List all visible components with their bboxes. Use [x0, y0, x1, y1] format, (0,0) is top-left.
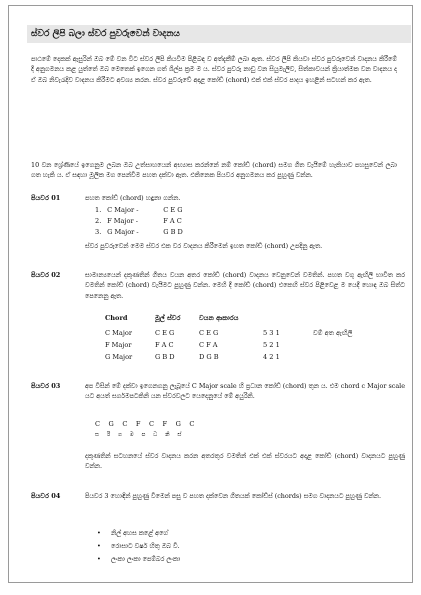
swara-note: ප: [141, 432, 146, 438]
table-header-root: මූල් ස්වර: [155, 314, 181, 322]
table-cell-root: C E G: [155, 329, 175, 337]
swara-note: ස්: [177, 432, 182, 438]
table-header-chord: Chord: [105, 314, 128, 322]
table-cell-fingers: 5 2 1: [263, 341, 280, 349]
step2-label: පියවර 02: [31, 271, 61, 279]
song-title: නිල් අහස කළේ අගේ: [111, 529, 168, 537]
step3-label: පියවර 03: [31, 382, 61, 390]
table-cell-form: C E G: [199, 329, 219, 337]
list-item: [97, 527, 180, 540]
table-cell-fingers: 4 2 1: [263, 353, 280, 361]
swara-note: ග: [117, 432, 122, 438]
swara-note: නි: [165, 432, 170, 438]
intro-paragraph: පාඨමේ දෙකක් ඇසුරින් ඔබ මේ වන විට ස්වර ලිපි කියවීම පිළිබඳ ව අත්දැකීම් ලබා ඇත. ස්වර ලිපි කියවා ස්වර පුවරුවෙන් වාදනය කිරීමේ දී අනුගමනය කළ යුත්තේ ඔබ මෙතෙක් ඉගෙන ගත් ශිල්ප ක්‍රම ම ය. ස්වර පුවරු නාඩු වන සියුමැලිව, සිත්කාවයන් ක්‍රියාත්මක වන වාදනය ද ඒ ඔබ නිවැරැදිව වාදනය කිරීමට අවශ්‍ය කරන. ස්වර පුවරුවේ අදාළ කෝඩ් (chord) එක් එක් ස්වර පාදය ඉහළින් සටහන් කර ඇත.: [31, 55, 397, 84]
chord-number: 1.: [95, 206, 102, 214]
list-item: [97, 540, 180, 553]
chord-notes: F A C: [163, 217, 182, 225]
bullet-icon: •: [97, 555, 101, 563]
song-title: ලංකා ලංකා පෙම්බර ලංකා: [111, 555, 181, 563]
step2-text: සාමාන්‍යයෙන් දකුණතින් ගීතය වයන අතර කෝඩ් (chord) වාදනය වෙනුවෙන් වමතින්. පහත වගු ඇඟිලි භාවිත කර වමතින් කෝඩ් (chord) වැයීමට පුහුණු වන්න. මෙහි දී කෝඩ් (chord) එකෙහි ස්වර පිළිවෙළ ම යෙදී හොඳ ඔබ සිත්ට පෙනෙනු ඇත.: [85, 271, 405, 300]
swara-note: ස: [95, 432, 100, 438]
chord-name: F Major -: [107, 217, 138, 225]
table-cell-chord: C Major: [105, 329, 132, 337]
table-header-form: වයන ආකාරය: [199, 314, 239, 322]
table-cell-form: D G B: [199, 353, 219, 361]
bullet-icon: •: [97, 529, 101, 537]
table-cell-root: F A C: [155, 341, 174, 349]
progression-chord: C: [189, 420, 195, 428]
table-cell-root: G B D: [155, 353, 175, 361]
progression-chord: C: [148, 420, 155, 428]
chord-notes: C E G: [163, 206, 183, 214]
swara-line: [95, 432, 181, 439]
step3-footer: දකුණතින් සටහනයේ ස්වර වාදනය කරන අතරතුර වමතින් එක් එක් ස්වරයට අදාළ කෝඩ් (chord) වාදනයට පුහුණු වන්න.: [85, 452, 405, 471]
table-cell-hand: වම් අත ඇඟිලි: [313, 329, 353, 337]
song-title: රොසාට වර්ෂ හිතු ඔබ වී.: [111, 542, 180, 550]
step4-text: පියවර 3 හොඳින් පුහුණු වීමෙන් පසු ව පහත දක්වෙන ගීතයක් කෝඩ්ස් (chords) සමග වාදනයට පුහුණු වන්න.: [85, 492, 382, 500]
progression-chord: G: [175, 420, 182, 428]
step3-text: අප විසින් මේ දක්වා ඉගෙනගනු ලැබූයේ C Major scale හි ප්‍රධාන කෝඩ් (chord) තුන ය. එම chord c Major scale යට අයත් සර්ගමපටකිනි යන ස්වරවලට යෙදෙනුයේ මේ අයුරිනි.: [85, 382, 405, 401]
step1-label: පියවර 01: [31, 194, 61, 202]
progression-chord: G: [108, 420, 115, 428]
list-item: [97, 553, 180, 566]
page-title: ස්වර ලිපි බලා ස්වර පුවරුවෙන් වාදනය: [27, 25, 411, 43]
step1-note: ස්වර පුවරුවෙන් මෙම ස්වර එක වර වාදනය කිරීමෙන් ඉහත කෝඩ් (chord) උපදිනු ඇත.: [85, 242, 323, 250]
progression-chord: F: [135, 420, 141, 428]
table-cell-chord: G Major: [105, 353, 133, 361]
step4-label: පියවර 04: [31, 492, 61, 500]
chord-item: [95, 205, 183, 216]
chord-item: [95, 227, 183, 238]
chord-item: [95, 216, 183, 227]
table-cell-chord: F Major: [105, 341, 132, 349]
chord-notes: G B D: [163, 228, 183, 236]
document-page: [8, 5, 413, 583]
table-cell-fingers: 5 3 1: [263, 329, 280, 337]
progression-chord: F: [162, 420, 168, 428]
progression-chord: C: [95, 420, 101, 428]
second-paragraph: 10 වන ශ්‍රේණියේ ඉගෙනුම ලබන ඔබ උත්සාහයෙන් අභ්‍යාස කරන්නේ නම් කෝඩ් (chord) සමග ගීත වැයීමේ හැකියාව පහසුවෙන් ලබා ගත හැකි ය. ඒ සඳහා මූලික මග පෙන්වීම පහත දක්වා ඇත. එකිනෙක පියවර අනුගමනය කර පුහුණු වන්න.: [31, 161, 397, 180]
step1-text: පහත කෝඩ් (chord) හඳුනා ගන්න.: [85, 194, 181, 202]
progression-chord: C: [122, 420, 128, 428]
chord-name: C Major -: [107, 206, 139, 214]
table-cell-form: C F A: [199, 341, 218, 349]
swara-note: ම: [129, 432, 134, 438]
song-list: [97, 527, 180, 566]
chord-number: 3.: [95, 228, 102, 236]
bullet-icon: •: [97, 542, 101, 550]
chord-name: G Major -: [107, 228, 139, 236]
swara-note: ධ: [153, 432, 158, 438]
chord-number: 2.: [95, 217, 102, 225]
swara-note: රි: [106, 432, 111, 438]
step1-chord-list: [95, 205, 183, 238]
chord-progression: [95, 420, 195, 428]
